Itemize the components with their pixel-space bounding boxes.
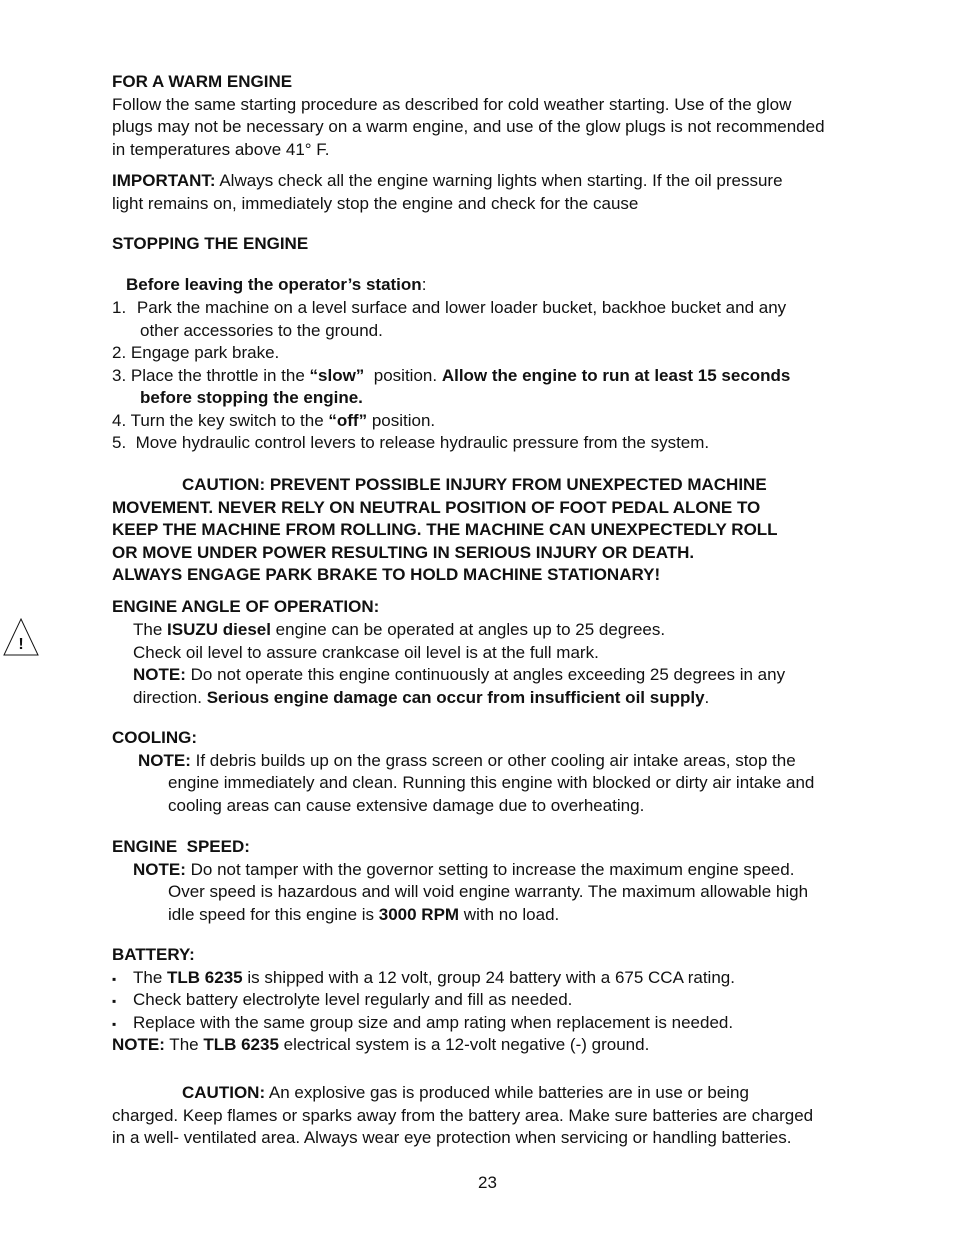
angle-l1-c: engine can be operated at angles up to 25 degrees. (270, 620, 666, 639)
caution-2-label: CAUTION: (182, 1083, 266, 1102)
stop-step-1 (112, 297, 786, 320)
battery-heading: BATTERY: (112, 945, 195, 964)
battery-b1-c: is shipped with a 12 volt, group 24 battery with a 675 CCA rating. (242, 968, 735, 987)
battery-note (112, 1034, 649, 1057)
battery-note-model: TLB 6235 (203, 1035, 279, 1054)
angle-note-line-2 (133, 687, 785, 710)
speed-line-1: Do not tamper with the governor setting to increase the maximum engine speed. (185, 860, 795, 879)
cooling-line-3: cooling areas can cause extensive damage due to overheating. (168, 795, 645, 815)
cooling-line-1: If debris builds up on the grass screen or other cooling air intake areas, stop the (190, 751, 796, 770)
angle-note-1: Do not operate this engine continuously at angles exceeding 25 degrees in any (185, 665, 786, 684)
battery-b3: Replace with the same group size and amp rating when replacement is needed. (133, 1013, 734, 1032)
step-4-text-a: 4. Turn the key switch to the (112, 411, 329, 430)
battery-model: TLB 6235 (167, 968, 243, 987)
angle-note-line-1 (133, 664, 785, 687)
battery-b2: Check battery electrolyte level regularly and fill as needed. (133, 990, 573, 1009)
angle-line-2: Check oil level to assure crankcase oil level is at the full mark. (133, 642, 599, 662)
caution-1-line-3: KEEP THE MACHINE FROM ROLLING. THE MACHINE CAN UNEXPECTEDLY ROLL (112, 520, 778, 539)
angle-line-1 (133, 619, 785, 642)
warning-triangle-icon (2, 617, 40, 664)
step-4-off: “off” (328, 411, 368, 430)
step-3-slow: “slow” (309, 366, 365, 385)
important-label: IMPORTANT: (112, 171, 216, 190)
caution-machine-movement (112, 474, 778, 587)
stopping-heading: STOPPING THE ENGINE (112, 234, 309, 253)
speed-heading: ENGINE SPEED: (112, 837, 250, 856)
battery-b1-a: The (133, 968, 168, 987)
step-1-text-a: Park the machine on a level surface and lower loader bucket, backhoe bucket and any (136, 298, 787, 317)
caution-1-line-4: OR MOVE UNDER POWER RESULTING IN SERIOUS INJURY OR DEATH. (112, 542, 695, 562)
battery-note-a: The (164, 1035, 204, 1054)
speed-line-2: Over speed is hazardous and will void engine warranty. The maximum allowable high (168, 882, 809, 901)
speed-note-line-1 (133, 859, 794, 882)
warm-line-2: plugs may not be necessary on a warm engine, and use of the glow plugs is not recommended (112, 117, 825, 136)
angle-l1-a: The (133, 620, 168, 639)
caution-2-line-2: charged. Keep flames or sparks away from the battery area. Make sure batteries are charged (112, 1105, 814, 1125)
caution-battery (112, 1082, 813, 1150)
caution-2-line-1 (112, 1082, 813, 1105)
step-3-text-b: position. (364, 366, 442, 385)
warm-engine-section (112, 71, 825, 161)
important-text-1: Always check all the engine warning lights when starting. If the oil pressure (215, 171, 783, 190)
speed-line-3 (168, 904, 808, 927)
stop-step-4 (112, 410, 435, 433)
speed-l3-a: idle speed for this engine is (168, 904, 379, 924)
bullet-icon: ▪ (112, 972, 117, 986)
battery-bullet-3 (112, 1012, 733, 1036)
page-number: 23 (478, 1173, 497, 1192)
step-1-text-b: other accessories to the ground. (140, 321, 383, 340)
caution-2-line-3: in a well- ventilated area. Always wear eye protection when servicing or handling batteries. (112, 1128, 792, 1147)
before-leaving-label: Before leaving the operator’s station (126, 275, 422, 294)
cooling-lines (168, 772, 814, 817)
warm-engine-heading: FOR A WARM ENGINE (112, 72, 293, 91)
step-4-text-b: position. (367, 411, 436, 430)
important-text-2: light remains on, immediately stop the engine and check for the cause (112, 193, 639, 213)
cooling-line-2: engine immediately and clean. Running this engine with blocked or dirty air intake and (168, 773, 815, 792)
battery-bullet-1 (112, 967, 735, 991)
step-1-number: 1. (112, 298, 127, 317)
angle-note-2b: Serious engine damage can occur from insufficient oil supply (206, 687, 705, 707)
speed-l3-c: with no load. (459, 904, 560, 924)
caution-2-text-1: An explosive gas is produced while batteries are in use or being (265, 1083, 749, 1102)
stop-step-5: 5. Move hydraulic control levers to release hydraulic pressure from the system. (112, 433, 710, 452)
angle-heading: ENGINE ANGLE OF OPERATION: (112, 597, 380, 616)
before-leaving (126, 274, 426, 297)
cooling-note-label: NOTE: (138, 751, 191, 770)
step-3-text-a: 3. Place the throttle in the (112, 366, 310, 385)
warm-line-3: in temperatures above 41° F. (112, 139, 330, 159)
cooling-note-line-1 (138, 750, 796, 773)
warning-glyph: ! (18, 636, 24, 653)
step-3-bold-2: before stopping the engine. (140, 388, 363, 407)
speed-rpm: 3000 RPM (378, 904, 460, 924)
battery-note-c: electrical system is a 12-volt negative (-) ground. (278, 1035, 650, 1054)
battery-bullet-2 (112, 989, 572, 1013)
stop-step-2: 2. Engage park brake. (112, 343, 280, 362)
important-note (112, 170, 783, 215)
cooling-heading: COOLING: (112, 728, 197, 747)
angle-section (133, 619, 785, 709)
angle-l1-b: ISUZU diesel (167, 620, 271, 639)
caution-1-line-2: MOVEMENT. NEVER RELY ON NEUTRAL POSITION OF FOOT PEDAL ALONE TO (112, 497, 761, 517)
stop-step-3 (112, 365, 790, 388)
bullet-icon: ▪ (112, 994, 117, 1008)
angle-note-2c: . (704, 687, 710, 707)
angle-note-2a: direction. (133, 687, 207, 707)
speed-note-label: NOTE: (133, 860, 186, 879)
before-leaving-colon: : (421, 275, 427, 294)
caution-1-line-5: ALWAYS ENGAGE PARK BRAKE TO HOLD MACHINE STATIONARY! (112, 565, 661, 584)
speed-lines (168, 881, 808, 926)
battery-note-label: NOTE: (112, 1035, 165, 1054)
warm-line-1: Follow the same starting procedure as described for cold weather starting. Use of the glow (112, 94, 792, 114)
angle-note-label: NOTE: (133, 665, 186, 684)
bullet-icon: ▪ (112, 1017, 117, 1031)
caution-1-line-1: CAUTION: PREVENT POSSIBLE INJURY FROM UNEXPECTED MACHINE (182, 475, 767, 494)
step-3-bold: Allow the engine to run at least 15 seconds (441, 366, 791, 385)
